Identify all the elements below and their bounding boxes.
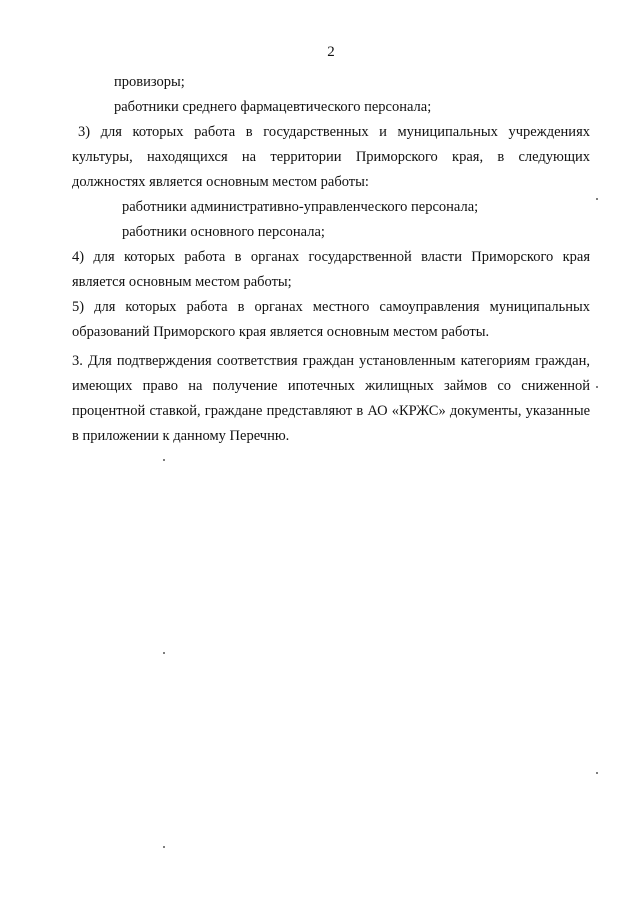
scan-speck bbox=[163, 652, 165, 654]
clause-4-state-authorities: 4) для которых работа в органах государственной власти Приморского края является основным местом работы; bbox=[72, 249, 590, 290]
list-item-main-staff: работники основного персонала; bbox=[122, 224, 325, 240]
list-item-admin-staff: работники административно-управленческого персонала; bbox=[122, 199, 479, 215]
scan-speck bbox=[163, 459, 165, 461]
section-3-documents: 3. Для подтверждения соответствия граждан установленным категориям граждан, имеющих право на получение ипотечных жилищных займов со сниженной процентной ставкой, граждане представляют в АО «КРЖС» документы, указанные в приложении к данному Перечню. bbox=[72, 353, 590, 444]
document-body bbox=[72, 70, 590, 449]
scan-speck bbox=[163, 846, 165, 848]
list-item-pharmacists: провизоры; bbox=[114, 74, 185, 90]
page-number: 2 bbox=[327, 44, 335, 60]
scan-speck bbox=[596, 772, 598, 774]
clause-5-local-government: 5) для которых работа в органах местного самоуправления муниципальных образований Приморского края является основным местом работы. bbox=[72, 299, 590, 340]
scan-speck bbox=[596, 198, 598, 200]
list-item-mid-pharma-staff: работники среднего фармацевтического персонала; bbox=[114, 99, 432, 115]
scan-speck bbox=[596, 386, 598, 388]
clause-3-culture: 3) для которых работа в государственных и муниципальных учреждениях культуры, находящихся на территории Приморского края, в следующих должностях является основным местом работы: bbox=[72, 124, 590, 190]
